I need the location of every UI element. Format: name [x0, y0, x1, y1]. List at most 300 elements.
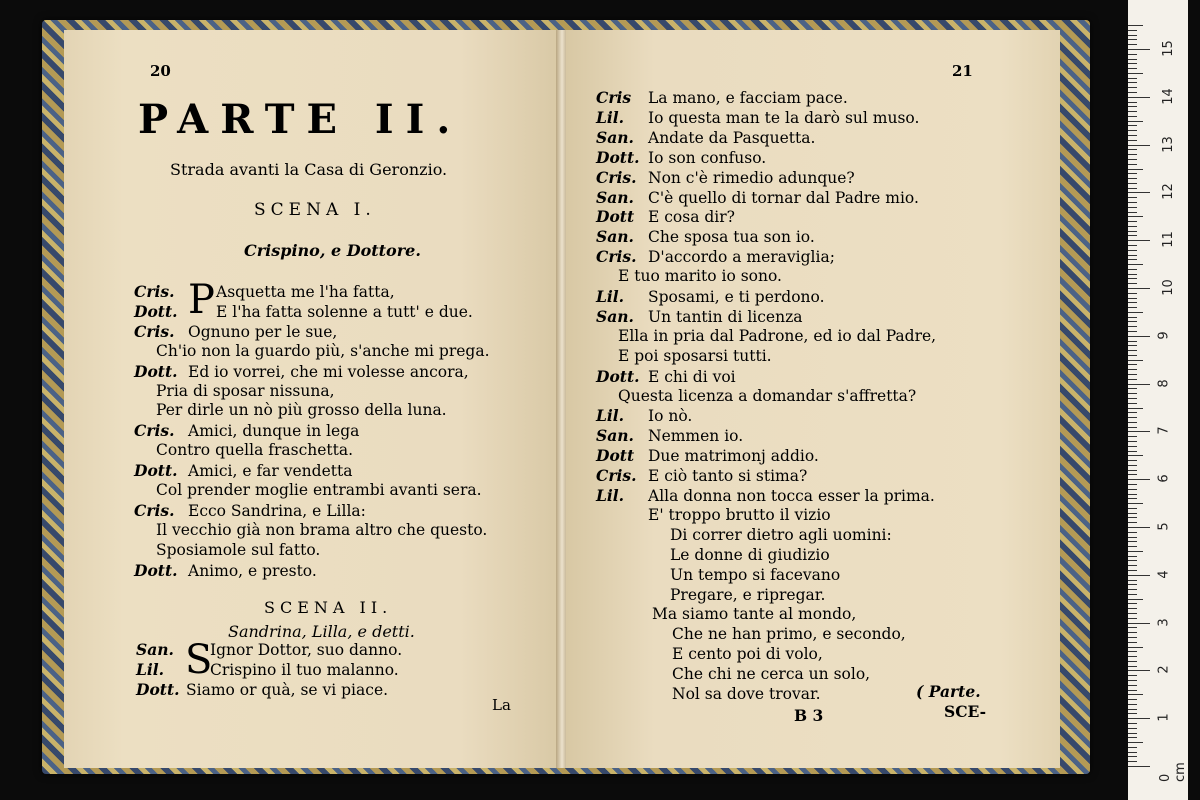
verse-text: Che ne han primo, e secondo,	[672, 625, 906, 644]
ruler-number: 8	[1156, 378, 1172, 388]
ruler-tick	[1128, 403, 1137, 404]
verse-text: Siamo or quà, se vi piace.	[186, 681, 389, 699]
ruler-tick	[1128, 235, 1137, 236]
speaker-name: Lil.	[596, 287, 625, 306]
speaker-name: Dott.	[134, 301, 178, 321]
ruler-tick	[1128, 360, 1143, 361]
ruler-tick	[1128, 742, 1143, 743]
ruler-tick	[1128, 494, 1137, 495]
ruler-tick	[1128, 39, 1137, 40]
ruler-tick	[1128, 503, 1143, 504]
dialogue-line	[156, 541, 320, 559]
verse-text: Un tantin di licenza	[648, 307, 803, 326]
ruler-tick	[1128, 393, 1137, 394]
ruler-tick	[1128, 130, 1137, 131]
ruler-tick	[1128, 226, 1137, 227]
ruler-tick	[1128, 527, 1150, 528]
ruler-tick	[1128, 188, 1137, 189]
verse-text: Contro quella fraschetta.	[156, 441, 354, 460]
ruler-tick	[1128, 231, 1137, 232]
dialogue-line	[618, 327, 936, 345]
ruler-tick	[1128, 699, 1137, 700]
verse-text: D'accordo a meraviglia;	[648, 248, 835, 267]
dialogue-line	[670, 546, 830, 564]
ruler-number: 7	[1156, 426, 1172, 436]
ruler-tick	[1128, 537, 1137, 538]
ruler-tick	[1128, 326, 1137, 327]
speaker-name: Cris.	[134, 282, 175, 301]
speaker-name: Cris.	[134, 500, 175, 520]
ruler-tick	[1128, 192, 1150, 193]
ruler-tick	[1128, 637, 1137, 638]
verse-text: Che chi ne cerca un solo,	[672, 665, 871, 684]
page-number-left: 20	[150, 62, 171, 80]
ruler-tick	[1128, 125, 1137, 126]
dialogue-line	[134, 501, 366, 520]
ruler-tick	[1128, 451, 1137, 452]
verse-text: Pregare, e ripregar.	[670, 585, 826, 604]
speaker-name: Dott.	[596, 147, 640, 167]
ruler-tick	[1128, 517, 1137, 518]
dialogue-line	[136, 680, 388, 699]
ruler-tick	[1128, 298, 1137, 299]
ruler-tick	[1128, 369, 1137, 370]
verse-text: E ciò tanto si stima?	[648, 467, 808, 486]
act-title: PARTE II.	[138, 96, 463, 143]
dialogue-line	[134, 421, 359, 440]
ruler-tick	[1128, 584, 1137, 585]
ruler-tick	[1128, 116, 1137, 117]
ruler-tick	[1128, 709, 1137, 710]
ruler-tick	[1128, 82, 1137, 83]
ruler-tick	[1128, 264, 1143, 265]
dialogue-line	[618, 347, 772, 365]
ruler-tick	[1128, 384, 1150, 385]
verse-text: Io nò.	[648, 407, 693, 426]
ruler-tick	[1128, 589, 1137, 590]
dialogue-line	[596, 307, 803, 326]
speaker-name: Lil.	[136, 660, 165, 679]
verse-text: C'è quello di tornar dal Padre mio.	[648, 188, 919, 207]
ruler-tick	[1128, 623, 1150, 624]
ruler-number: 6	[1156, 474, 1172, 483]
ruler-tick	[1128, 728, 1137, 729]
ruler-tick	[1128, 690, 1137, 691]
dialogue-line	[670, 526, 892, 544]
stage-direction: ( Parte.	[916, 682, 981, 701]
ruler-tick	[1128, 603, 1137, 604]
ruler-tick	[1128, 221, 1137, 222]
ruler-number: 9	[1156, 331, 1172, 340]
ruler-tick	[1128, 30, 1137, 31]
speaker-name: Cris.	[596, 247, 637, 267]
ruler-tick	[1128, 470, 1137, 471]
ruler-tick	[1128, 145, 1150, 146]
verse-text: E poi sposarsi tutti.	[618, 346, 772, 365]
ruler-tick	[1128, 293, 1137, 294]
ruler-tick	[1128, 580, 1137, 581]
ruler-tick	[1128, 121, 1143, 122]
ruler-tick	[1128, 651, 1137, 652]
ruler-tick	[1128, 575, 1150, 576]
verse-text: Amici, e far vendetta	[188, 462, 353, 481]
ruler-tick	[1128, 245, 1137, 246]
drop-cap: S	[185, 637, 213, 683]
verse-text: Sposami, e ti perdono.	[648, 288, 825, 306]
ruler-tick	[1128, 608, 1137, 609]
ruler-tick	[1128, 422, 1137, 423]
ruler-tick	[1128, 723, 1137, 724]
dialogue-line	[596, 148, 766, 167]
ruler-tick	[1128, 570, 1137, 571]
ruler-tick	[1128, 312, 1143, 313]
dialogue-line	[596, 446, 819, 465]
dialogue-line	[156, 401, 447, 419]
dialogue-line	[134, 461, 352, 480]
measurement-ruler	[1128, 0, 1188, 800]
dialogue-line	[156, 441, 353, 459]
verse-text: Alla donna non tocca esser la prima.	[648, 487, 935, 505]
dialogue-line	[670, 586, 825, 604]
ruler-tick	[1128, 73, 1143, 74]
scene1-characters: Crispino, e Dottore.	[244, 241, 421, 260]
ruler-tick	[1128, 479, 1150, 480]
dialogue-line	[596, 108, 919, 127]
verse-text: Nemmen io.	[648, 427, 744, 446]
dialogue-line	[596, 168, 855, 187]
dialogue-line	[596, 466, 807, 485]
ruler-tick	[1128, 618, 1137, 619]
ruler-tick	[1128, 455, 1143, 456]
ruler-tick	[1128, 364, 1137, 365]
ruler-tick	[1128, 398, 1137, 399]
ruler-tick	[1128, 321, 1137, 322]
dialogue-line	[672, 685, 821, 703]
verse-text: Animo, e presto.	[188, 561, 317, 580]
dialogue-line	[134, 282, 395, 301]
speaker-name: Dott.	[134, 560, 178, 580]
ruler-number: 4	[1156, 570, 1172, 579]
dialogue-line	[134, 322, 337, 341]
ruler-tick	[1128, 613, 1137, 614]
dialogue-line	[156, 342, 490, 360]
ruler-tick	[1128, 594, 1137, 595]
ruler-tick	[1128, 718, 1150, 719]
speaker-name: San.	[136, 640, 174, 659]
ruler-tick	[1128, 460, 1137, 461]
ruler-tick	[1128, 627, 1137, 628]
verse-text: Ella in pria dal Padrone, ed io dal Padre,	[618, 326, 937, 345]
speaker-name: Cris.	[134, 321, 175, 341]
ruler-tick	[1128, 446, 1137, 447]
ruler-tick	[1128, 484, 1137, 485]
verse-text: Due matrimonj addio.	[648, 447, 819, 466]
dialogue-line	[618, 267, 782, 285]
ruler-tick	[1128, 336, 1150, 337]
verse-text: Asquetta me l'ha fatta,	[216, 283, 395, 301]
ruler-tick	[1128, 159, 1137, 160]
dialogue-line	[156, 382, 335, 400]
ruler-tick	[1128, 341, 1137, 342]
dialogue-line	[596, 287, 825, 306]
verse-text: Crispino il tuo malanno.	[210, 661, 399, 679]
verse-text: Pria di sposar nissuna,	[156, 381, 335, 400]
ruler-tick	[1128, 49, 1150, 50]
ruler-tick	[1128, 307, 1137, 308]
dialogue-line	[672, 665, 870, 683]
speaker-name: Cris.	[134, 421, 175, 441]
ruler-tick	[1128, 733, 1137, 734]
ruler-tick	[1128, 274, 1137, 275]
ruler-tick	[1128, 68, 1137, 69]
dialogue-line	[134, 561, 317, 580]
ruler-tick	[1128, 255, 1137, 256]
scene1-heading: SCENA I.	[254, 200, 376, 220]
ruler-tick	[1128, 427, 1137, 428]
ruler-tick	[1128, 169, 1143, 170]
speaker-name: San.	[596, 187, 634, 207]
ruler-tick	[1128, 412, 1137, 413]
ruler-tick	[1128, 78, 1137, 79]
ruler-tick	[1128, 474, 1137, 475]
ruler-tick	[1128, 565, 1137, 566]
ruler-tick	[1128, 25, 1143, 26]
ruler-tick	[1128, 756, 1137, 757]
scene2-characters: Sandrina, Lilla, e detti.	[228, 622, 415, 641]
ruler-tick	[1128, 183, 1137, 184]
speaker-name: Dott.	[134, 361, 178, 381]
ruler-tick	[1128, 656, 1137, 657]
ruler-tick	[1128, 431, 1150, 432]
ruler-tick	[1128, 259, 1137, 260]
verse-text: Il vecchio già non brama altro che questo.	[156, 520, 488, 539]
ruler-tick	[1128, 632, 1137, 633]
speaker-name: Lil.	[596, 486, 625, 505]
dialogue-line	[618, 387, 916, 405]
ruler-number: 13	[1160, 135, 1176, 153]
ruler-tick	[1128, 317, 1137, 318]
verse-text: Le donne di giudizio	[670, 545, 830, 564]
speaker-name: Lil.	[596, 107, 625, 127]
speaker-name: Dott.	[134, 461, 178, 481]
ruler-tick	[1128, 541, 1137, 542]
ruler-tick	[1128, 647, 1143, 648]
speaker-name: Dott.	[596, 366, 640, 386]
ruler-tick	[1128, 388, 1137, 389]
verse-text: E cosa dir?	[648, 208, 735, 227]
dialogue-line	[134, 362, 469, 381]
ruler-number: 1	[1156, 713, 1172, 722]
catchword-left: La	[492, 696, 511, 714]
ruler-tick	[1128, 149, 1137, 150]
speaker-name: Cris.	[596, 167, 637, 187]
dialogue-line	[136, 660, 399, 679]
ruler-tick	[1128, 154, 1137, 155]
speaker-name: Cris.	[596, 466, 637, 486]
dialogue-line	[156, 521, 487, 539]
ruler-tick	[1128, 92, 1137, 93]
verse-text: Ognuno per le sue,	[188, 322, 338, 341]
speaker-name: Dott.	[136, 680, 180, 699]
ruler-tick	[1128, 202, 1137, 203]
ruler-tick	[1128, 178, 1137, 179]
verse-text: Nol sa dove trovar.	[672, 685, 821, 703]
dialogue-line	[596, 227, 815, 246]
dialogue-line	[672, 625, 906, 643]
ruler-number: 10	[1160, 279, 1176, 296]
speaker-name: Lil.	[596, 406, 625, 426]
verse-text: Amici, dunque in lega	[188, 422, 360, 441]
ruler-tick	[1128, 508, 1137, 509]
verse-text: La mano, e facciam pace.	[648, 89, 848, 107]
verse-text: Ch'io non la guardo più, s'anche mi prega.	[156, 341, 490, 360]
ruler-tick	[1128, 54, 1137, 55]
dialogue-line	[648, 506, 831, 524]
verse-text: Ma siamo tante al mondo,	[652, 605, 857, 624]
ruler-tick	[1128, 102, 1137, 103]
ruler-tick	[1128, 44, 1137, 45]
verse-text: Sposiamole sul fatto.	[156, 540, 321, 559]
ruler-tick	[1128, 173, 1137, 174]
dialogue-line	[670, 566, 840, 584]
ruler-tick	[1128, 666, 1137, 667]
ruler-number: 15	[1160, 40, 1176, 57]
ruler-number: 3	[1156, 617, 1172, 627]
ruler-tick	[1128, 560, 1137, 561]
ruler-tick	[1128, 216, 1143, 217]
drop-cap: P	[188, 277, 215, 323]
dialogue-line	[134, 302, 473, 321]
ruler-tick	[1128, 63, 1137, 64]
verse-text: Io questa man te la darò sul muso.	[648, 108, 920, 127]
verse-text: Non c'è rimedio adunque?	[648, 168, 855, 187]
ruler-tick	[1128, 288, 1150, 289]
ruler-number: 5	[1156, 522, 1172, 531]
ruler-tick	[1128, 642, 1137, 643]
ruler-tick	[1128, 747, 1137, 748]
ruler-number: 12	[1160, 183, 1176, 201]
ruler-tick	[1128, 761, 1137, 762]
ruler-tick	[1128, 513, 1137, 514]
ruler-tick	[1128, 465, 1137, 466]
ruler-tick	[1128, 489, 1137, 490]
ruler-tick	[1128, 532, 1137, 533]
ruler-tick	[1128, 240, 1150, 241]
speaker-name: San.	[596, 426, 634, 446]
ruler-tick	[1128, 661, 1137, 662]
ruler-tick	[1128, 680, 1137, 681]
verse-text: Io son confuso.	[648, 148, 767, 167]
scene2-heading: SCENA II.	[264, 598, 393, 617]
ruler-tick	[1128, 704, 1137, 705]
speaker-name: San.	[596, 306, 634, 326]
verse-text: Un tempo si facevano	[670, 565, 841, 584]
ruler-tick	[1128, 556, 1137, 557]
dialogue-line	[596, 367, 736, 386]
ruler-tick	[1128, 207, 1137, 208]
ruler-tick	[1128, 670, 1150, 671]
ruler-tick	[1128, 599, 1143, 600]
dialogue-line	[596, 406, 692, 425]
ruler-tick	[1128, 59, 1137, 60]
ruler-tick	[1128, 35, 1137, 36]
speaker-name: San.	[596, 127, 634, 147]
ruler-tick	[1128, 250, 1137, 251]
ruler-tick	[1128, 498, 1137, 499]
ruler-tick	[1128, 212, 1137, 213]
ruler-tick	[1128, 694, 1143, 695]
ruler-tick	[1128, 97, 1150, 98]
dialogue-line	[596, 207, 735, 226]
scene-setting: Strada avanti la Casa di Geronzio.	[170, 160, 448, 179]
verse-text: E chi di voi	[648, 367, 736, 386]
dialogue-line	[596, 486, 935, 505]
speaker-name: Dott	[596, 446, 635, 466]
ruler-tick	[1128, 345, 1137, 346]
ruler-tick	[1128, 752, 1137, 753]
ruler-unit: 0 cm	[1158, 762, 1188, 782]
ruler-tick	[1128, 302, 1137, 303]
page-number-right: 21	[952, 62, 973, 80]
verse-text: Col prender moglie entrambi avanti sera.	[156, 481, 482, 499]
ruler-tick	[1128, 283, 1137, 284]
dialogue-line	[596, 128, 815, 147]
verse-text: Ecco Sandrina, e Lilla:	[188, 501, 366, 520]
ruler-tick	[1128, 522, 1137, 523]
verse-text: E' troppo brutto il vizio	[648, 505, 831, 524]
ruler-tick	[1128, 417, 1137, 418]
ruler-tick	[1128, 441, 1137, 442]
speaker-name: Dott	[596, 207, 635, 227]
ruler-tick	[1128, 331, 1137, 332]
verse-text: Ignor Dottor, suo danno.	[210, 641, 403, 659]
ruler-tick	[1128, 408, 1143, 409]
ruler-tick	[1128, 374, 1137, 375]
ruler-number: 14	[1160, 88, 1176, 105]
ruler-tick	[1128, 737, 1137, 738]
catchword-right: SCE-	[944, 702, 987, 721]
dialogue-line	[156, 481, 482, 499]
ruler-tick	[1128, 379, 1137, 380]
ruler-number: 11	[1160, 231, 1176, 248]
verse-text: E cento poi di volo,	[672, 645, 823, 664]
verse-text: Per dirle un nò più grosso della luna.	[156, 401, 447, 420]
dialogue-line	[596, 247, 835, 266]
ruler-tick	[1128, 197, 1137, 198]
dialogue-line	[596, 188, 919, 207]
ruler-tick	[1128, 87, 1137, 88]
dialogue-line	[672, 645, 823, 663]
ruler-tick	[1128, 546, 1137, 547]
verse-text: Andate da Pasquetta.	[648, 128, 816, 147]
dialogue-line	[596, 88, 848, 107]
ruler-tick	[1128, 685, 1137, 686]
ruler-tick	[1128, 355, 1137, 356]
speaker-name: Cris	[596, 88, 632, 107]
verse-text: Ed io vorrei, che mi volesse ancora,	[188, 362, 469, 381]
dialogue-line	[596, 426, 743, 445]
ruler-tick	[1128, 269, 1137, 270]
verse-text: Questa licenza a domandar s'affretta?	[618, 386, 917, 405]
ruler-tick	[1128, 675, 1137, 676]
ruler-tick	[1128, 278, 1137, 279]
ruler-tick	[1128, 436, 1137, 437]
ruler-tick	[1128, 140, 1137, 141]
ruler-tick	[1128, 350, 1137, 351]
verse-text: Di correr dietro agli uomini:	[670, 525, 892, 544]
signature-mark: B 3	[794, 706, 824, 725]
verse-text: E l'ha fatta solenne a tutt' e due.	[216, 302, 473, 321]
